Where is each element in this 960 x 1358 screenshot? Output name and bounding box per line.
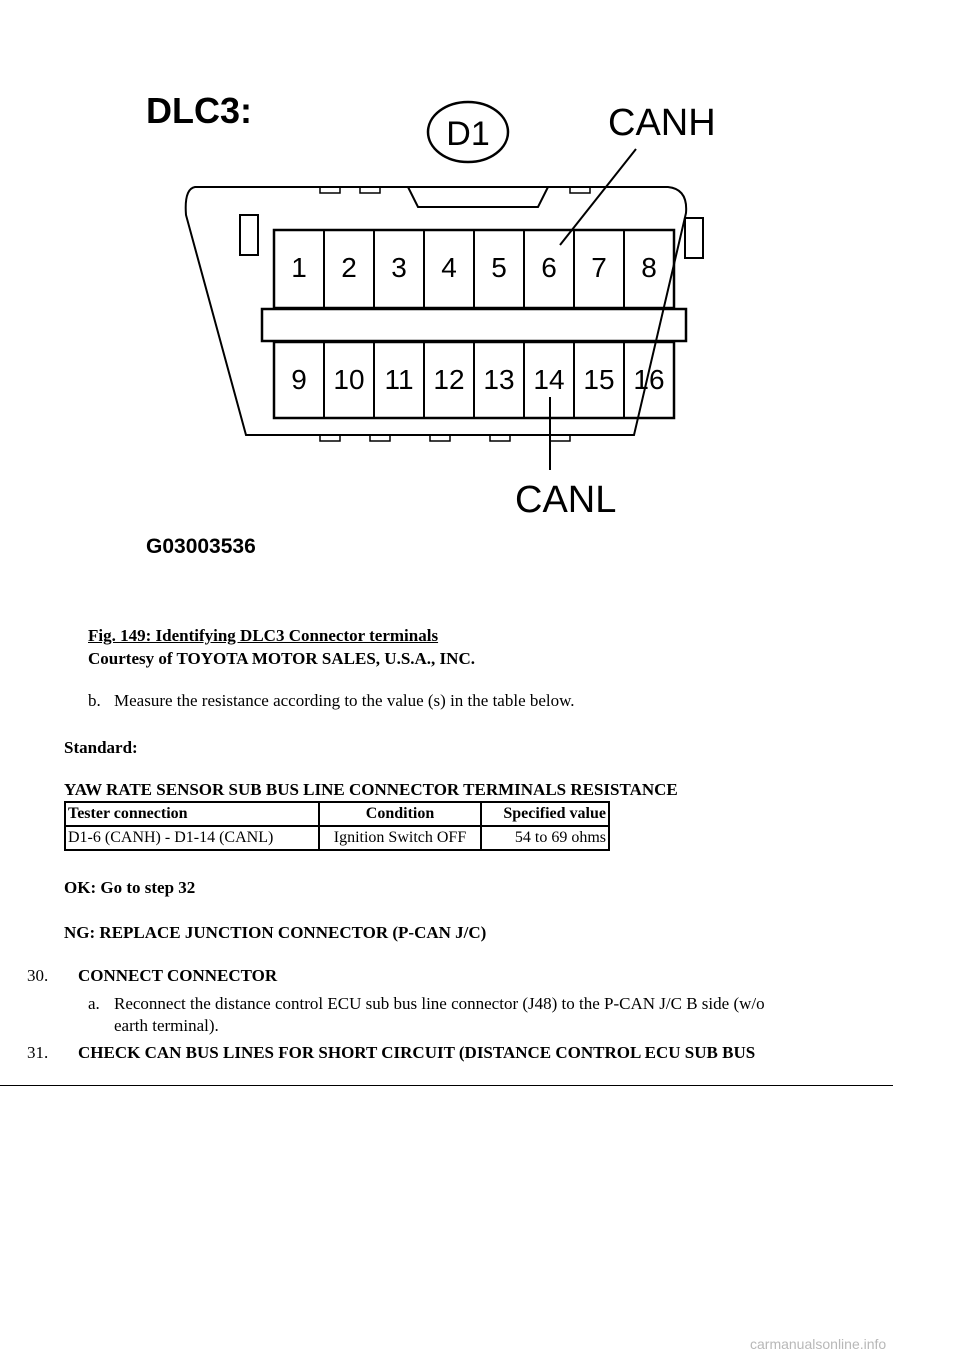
step-31-number: 31. (27, 1043, 49, 1062)
step-30a-marker: a. (88, 994, 100, 1013)
step-30-number: 30. (27, 966, 49, 985)
bottom-pin-16: 16 (633, 364, 665, 395)
top-pin-6: 6 (541, 252, 557, 283)
top-pin-4: 4 (441, 252, 457, 283)
center-bar (262, 309, 686, 341)
resistance-table (64, 801, 610, 851)
connector-label: DLC3: (146, 90, 252, 131)
top-pin-3: 3 (391, 252, 407, 283)
step-30a (88, 993, 888, 1037)
bottom-pin-14: 14 (533, 364, 565, 395)
canh-label: CANH (608, 102, 716, 144)
bottom-pin-13: 13 (483, 364, 515, 395)
standard-label: Standard: (64, 738, 138, 757)
pin-dividers (324, 230, 624, 418)
connector-key (408, 187, 548, 207)
cell-condition: Ignition Switch OFF (319, 826, 481, 850)
bottom-pin-10: 10 (333, 364, 365, 395)
top-pin-2: 2 (341, 252, 357, 283)
figure-caption-credit: Courtesy of TOYOTA MOTOR SALES, U.S.A., INC. (88, 649, 475, 668)
canl-label: CANL (515, 479, 617, 521)
table-title: YAW RATE SENSOR SUB BUS LINE CONNECTOR TERMINALS RESISTANCE (64, 780, 678, 799)
step-30 (27, 965, 887, 987)
step-31 (27, 1042, 907, 1064)
step-30a-text-line1: Reconnect the distance control ECU sub bus line connector (J48) to the P-CAN J/C B side (w/o (114, 994, 765, 1013)
cell-tester-connection: D1-6 (CANH) - D1-14 (CANL) (65, 826, 319, 850)
step-30a-text-line2: earth terminal). (114, 1016, 219, 1035)
graphic-code: G03003536 (146, 535, 256, 558)
bottom-pin-12: 12 (433, 364, 465, 395)
table-header-row (65, 802, 609, 826)
step-b-marker: b. (88, 691, 101, 710)
figure-caption-title: Fig. 149: Identifying DLC3 Connector terminals (88, 626, 439, 645)
step-b (88, 690, 868, 712)
cell-specified-value: 54 to 69 ohms (481, 826, 609, 850)
step-31-title: CHECK CAN BUS LINES FOR SHORT CIRCUIT (DISTANCE CONTROL ECU SUB BUS (78, 1043, 756, 1062)
bottom-pin-15: 15 (583, 364, 615, 395)
bottom-pin-9: 9 (291, 364, 307, 395)
header-condition: Condition (319, 802, 481, 826)
step-b-text: Measure the resistance according to the value (s) in the table below. (114, 691, 575, 710)
left-latch (240, 215, 258, 255)
watermark: carmanualsonline.info (750, 1336, 887, 1352)
figure-caption (88, 624, 475, 670)
top-pin-8: 8 (641, 252, 657, 283)
top-pin-1: 1 (291, 252, 307, 283)
top-pin-7: 7 (591, 252, 607, 283)
header-tester-connection: Tester connection (65, 802, 319, 826)
top-pin-5: 5 (491, 252, 507, 283)
connector-id: D1 (446, 115, 490, 153)
ng-result: NG: REPLACE JUNCTION CONNECTOR (P-CAN J/C) (64, 923, 487, 942)
right-latch (685, 218, 703, 258)
bottom-pin-11: 11 (384, 364, 414, 395)
step-30-title: CONNECT CONNECTOR (78, 966, 278, 985)
dlc3-diagram (140, 75, 720, 565)
page-bottom-rule (0, 1085, 893, 1086)
bottom-pin-numbers (291, 364, 664, 395)
table-row (65, 826, 609, 850)
ok-result: OK: Go to step 32 (64, 878, 196, 897)
header-specified-value: Specified value (481, 802, 609, 826)
dlc3-connector-figure (140, 75, 720, 565)
